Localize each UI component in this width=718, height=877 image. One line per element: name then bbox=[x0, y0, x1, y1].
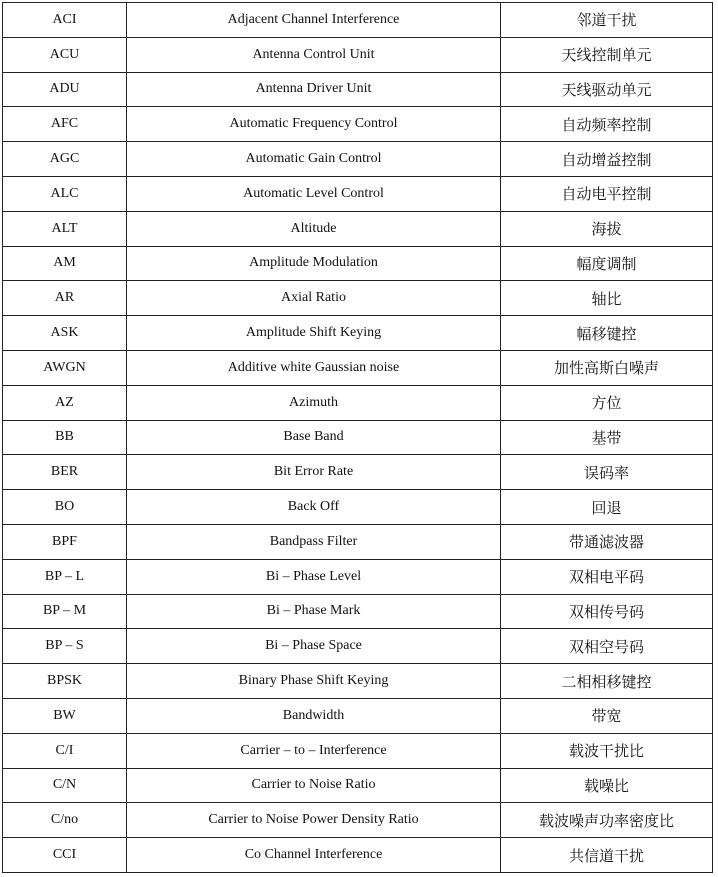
term-cell: Binary Phase Shift Keying bbox=[127, 664, 501, 699]
chinese-term-cell: 载噪比 bbox=[501, 768, 713, 803]
table-row bbox=[3, 733, 713, 768]
chinese-term-cell: 带通滤波器 bbox=[501, 524, 713, 559]
abbreviation-cell: ACU bbox=[3, 37, 127, 72]
abbreviation-cell: AWGN bbox=[3, 350, 127, 385]
chinese-term-cell: 幅移键控 bbox=[501, 316, 713, 351]
chinese-term-cell: 双相空号码 bbox=[501, 629, 713, 664]
chinese-term-cell: 自动频率控制 bbox=[501, 107, 713, 142]
abbreviation-cell: ADU bbox=[3, 72, 127, 107]
term-cell: Bandwidth bbox=[127, 698, 501, 733]
chinese-term-cell: 自动增益控制 bbox=[501, 142, 713, 177]
table-row bbox=[3, 176, 713, 211]
abbreviation-cell: BPSK bbox=[3, 664, 127, 699]
chinese-term-cell: 方位 bbox=[501, 385, 713, 420]
abbreviation-cell: BPF bbox=[3, 524, 127, 559]
chinese-term-cell: 双相电平码 bbox=[501, 559, 713, 594]
abbreviation-cell: C/no bbox=[3, 803, 127, 838]
chinese-term-cell: 邻道干扰 bbox=[501, 3, 713, 38]
table-row bbox=[3, 559, 713, 594]
abbreviation-cell: BW bbox=[3, 698, 127, 733]
chinese-term-cell: 回退 bbox=[501, 490, 713, 525]
term-cell: Automatic Level Control bbox=[127, 176, 501, 211]
table-row bbox=[3, 803, 713, 838]
chinese-term-cell: 二相相移键控 bbox=[501, 664, 713, 699]
chinese-term-cell: 幅度调制 bbox=[501, 246, 713, 281]
term-cell: Automatic Gain Control bbox=[127, 142, 501, 177]
abbreviation-table-body bbox=[3, 3, 713, 873]
chinese-term-cell: 天线驱动单元 bbox=[501, 72, 713, 107]
table-row bbox=[3, 420, 713, 455]
abbreviation-cell: ACI bbox=[3, 3, 127, 38]
chinese-term-cell: 带宽 bbox=[501, 698, 713, 733]
table-row bbox=[3, 664, 713, 699]
table-row bbox=[3, 37, 713, 72]
abbreviation-cell: AZ bbox=[3, 385, 127, 420]
term-cell: Automatic Frequency Control bbox=[127, 107, 501, 142]
term-cell: Bi – Phase Space bbox=[127, 629, 501, 664]
chinese-term-cell: 基带 bbox=[501, 420, 713, 455]
term-cell: Co Channel Interference bbox=[127, 838, 501, 873]
abbreviation-cell: C/I bbox=[3, 733, 127, 768]
abbreviation-cell: BER bbox=[3, 455, 127, 490]
chinese-term-cell: 误码率 bbox=[501, 455, 713, 490]
chinese-term-cell: 海拔 bbox=[501, 211, 713, 246]
abbreviation-cell: AM bbox=[3, 246, 127, 281]
abbreviation-cell: AFC bbox=[3, 107, 127, 142]
table-row bbox=[3, 246, 713, 281]
term-cell: Amplitude Shift Keying bbox=[127, 316, 501, 351]
table-row bbox=[3, 211, 713, 246]
chinese-term-cell: 轴比 bbox=[501, 281, 713, 316]
abbreviation-cell: ALT bbox=[3, 211, 127, 246]
table-row bbox=[3, 490, 713, 525]
abbreviation-cell: ASK bbox=[3, 316, 127, 351]
term-cell: Back Off bbox=[127, 490, 501, 525]
chinese-term-cell: 自动电平控制 bbox=[501, 176, 713, 211]
abbreviation-cell: AR bbox=[3, 281, 127, 316]
chinese-term-cell: 加性高斯白噪声 bbox=[501, 350, 713, 385]
term-cell: Azimuth bbox=[127, 385, 501, 420]
abbreviation-cell: C/N bbox=[3, 768, 127, 803]
table-row bbox=[3, 698, 713, 733]
term-cell: Bi – Phase Mark bbox=[127, 594, 501, 629]
abbreviation-cell: BP – S bbox=[3, 629, 127, 664]
abbreviation-cell: CCI bbox=[3, 838, 127, 873]
table-row bbox=[3, 316, 713, 351]
table-row bbox=[3, 107, 713, 142]
table-row bbox=[3, 838, 713, 873]
term-cell: Antenna Control Unit bbox=[127, 37, 501, 72]
term-cell: Carrier – to – Interference bbox=[127, 733, 501, 768]
term-cell: Base Band bbox=[127, 420, 501, 455]
term-cell: Additive white Gaussian noise bbox=[127, 350, 501, 385]
table-row bbox=[3, 142, 713, 177]
chinese-term-cell: 共信道干扰 bbox=[501, 838, 713, 873]
term-cell: Carrier to Noise Ratio bbox=[127, 768, 501, 803]
term-cell: Adjacent Channel Interference bbox=[127, 3, 501, 38]
chinese-term-cell: 双相传号码 bbox=[501, 594, 713, 629]
table-row bbox=[3, 72, 713, 107]
term-cell: Bit Error Rate bbox=[127, 455, 501, 490]
table-row bbox=[3, 455, 713, 490]
table-row bbox=[3, 629, 713, 664]
table-row bbox=[3, 524, 713, 559]
term-cell: Antenna Driver Unit bbox=[127, 72, 501, 107]
term-cell: Axial Ratio bbox=[127, 281, 501, 316]
abbreviation-cell: BO bbox=[3, 490, 127, 525]
term-cell: Altitude bbox=[127, 211, 501, 246]
term-cell: Bi – Phase Level bbox=[127, 559, 501, 594]
table-row bbox=[3, 281, 713, 316]
abbreviation-table bbox=[2, 2, 713, 873]
term-cell: Carrier to Noise Power Density Ratio bbox=[127, 803, 501, 838]
abbreviation-cell: BB bbox=[3, 420, 127, 455]
chinese-term-cell: 载波噪声功率密度比 bbox=[501, 803, 713, 838]
chinese-term-cell: 载波干扰比 bbox=[501, 733, 713, 768]
term-cell: Amplitude Modulation bbox=[127, 246, 501, 281]
abbreviation-cell: BP – L bbox=[3, 559, 127, 594]
table-row bbox=[3, 385, 713, 420]
chinese-term-cell: 天线控制单元 bbox=[501, 37, 713, 72]
abbreviation-cell: ALC bbox=[3, 176, 127, 211]
term-cell: Bandpass Filter bbox=[127, 524, 501, 559]
table-row bbox=[3, 3, 713, 38]
table-row bbox=[3, 768, 713, 803]
abbreviation-cell: AGC bbox=[3, 142, 127, 177]
abbreviation-cell: BP – M bbox=[3, 594, 127, 629]
table-row bbox=[3, 350, 713, 385]
table-row bbox=[3, 594, 713, 629]
